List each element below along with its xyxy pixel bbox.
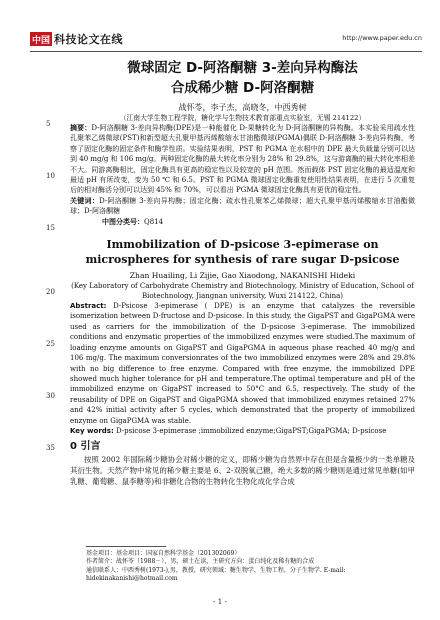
- footnote-fund: 基金项目：基金项目：国家自然科学基金（201302069）: [86, 550, 241, 557]
- english-keywords: [70, 426, 415, 436]
- line-number: 10: [46, 172, 55, 180]
- chinese-keywords-text: D-阿洛酮糖 3-差向异构酶；固定化酶；疏水性孔聚苯乙烯微球；超大孔聚甲基丙烯酸缩水甘油酯微球；D-阿洛酮糖: [70, 196, 415, 216]
- line-number: 35: [46, 444, 55, 452]
- site-url[interactable]: http://www.paper.edu.cn: [342, 34, 422, 42]
- english-abstract-label: Abstract:: [70, 302, 107, 311]
- footnotes: [86, 550, 416, 584]
- main-content: [70, 58, 415, 487]
- footnote-author: 作者简介：战怀苓（1988－），男，硕士在读，主研究方向：蛋白纯化及稀有糖的合成: [86, 558, 315, 566]
- introduction-paragraph: 按照 2002 年国际稀少糖协会对稀少糖的定义，即稀少糖为自然界中存在但是含量极少的一类单糖及其衍生物。天然产物中常见的稀少糖主要是 6、2-双脱氧己糖，绝大多数的稀少糖则是通过常见单糖(如甲乳糖、葡萄糖、鼠李糖等)和非糖化合物的生物转化生物化成化学合成: [70, 455, 415, 487]
- chinese-keywords: [70, 196, 415, 217]
- footnote-divider: [86, 546, 166, 547]
- chinese-authors: 战怀苓，李子杰，高晓冬，中西秀树: [178, 103, 307, 112]
- classification-number: [70, 217, 415, 227]
- chinese-abstract: [70, 123, 415, 196]
- chinese-keywords-label: 关键词：: [70, 196, 100, 205]
- line-number: 30: [46, 392, 55, 400]
- chinese-affiliation: （江南大学生物工程学院，糖化学与生物技术教育部重点实验室，无锡 214122）: [119, 114, 366, 122]
- chinese-title-line-2: 合成稀少糖 D-阿洛酮糖: [170, 80, 315, 96]
- english-authors: Zhan Huailing, Li Zijie, Gao Xiaodong, NAKANISHI Hideki: [129, 271, 356, 281]
- english-affiliation: (Key Laboratory of Carbohydrate Chemistry and Biotechnology, Ministry of Education, School of Biotechnology, Jiangnan university, Wuxi 214122, China): [71, 282, 414, 301]
- english-abstract-text: D-Psicose 3-epimerase ( DPE) is an enzyme that catalyzes the reversible isomerization between D-fructose and D-psicose. In this study, the GigaPST and GigaPGMA were used as carriers for the immobilization of the D-psicose 3-epimerase. The immobilized conditions and enzymatic properties of the immobilized enzymes were studied.The maximum of loading enzyme amounts on GigaPST and GigaPGMA in aqueous phase reached 40 mg/g and 106 mg/g. The maximum conversionrates of the two immobilized enzymes were 28% and 29.8% with no big difference to free enzyme. Compared with free enzyme, the immobilized DPE showed much higher tolerance for pH and temperature.The optimal temperature and pH of the immobilized enzyme on GigaPST increased to 50°C and 6.5, respectively. The study of the reusability of DPE on GigaPST and GigaPGMA showed that immobilized enzymes retained 27% and 42% initial activity after 5 cycles, which demonstrated that the property of immobilized enzyme on GigaPGMA was stable.: [70, 302, 415, 425]
- english-keywords-label: Key words:: [70, 426, 114, 435]
- logo-text: 科技论文在线: [54, 33, 123, 46]
- line-number: 25: [46, 340, 55, 348]
- english-title-line-2: microspheres for synthesis of rare sugar D-psicose: [85, 253, 400, 267]
- page-number: - 1 -: [213, 598, 227, 606]
- footnote-correspondence: 通信联系人：中西秀树(1973-),男，教授，研究领域：糖生物学，生物工程，分子生物学. E-mail: hidekinakanishi@hotmail.com: [86, 566, 346, 583]
- page-header: [30, 30, 422, 50]
- english-title: [70, 237, 415, 267]
- english-keywords-text: D-psicose 3-epimerase ;immobilized enzyme;GigaPST;GigaPGMA; D-psicose: [116, 426, 387, 435]
- section-heading-introduction: 0 引言: [70, 441, 101, 453]
- classification-label: 中图分类号：: [102, 217, 144, 226]
- chinese-title: [70, 58, 415, 98]
- english-title-line-1: Immobilization of D-psicose 3-epimerase on: [106, 238, 379, 252]
- chinese-abstract-text: D-阿洛酮糖 3-差向异构酶(DPE)是一种能催化 D-果糖转化为 D-阿洛酮糖的异构酶。本实验采用疏水性孔聚苯乙烯微球(PST)和新型超大孔聚甲基丙烯酸缩水甘油酯微球(PGMA)偶联 D-阿洛酮糖 3-差向异构酶，考察了固定化酶的固定条件和酶学性质。实验结果表明，PST 和 PGMA 在水相中的 DPE 最大负载量分别可以达到 40 mg/g 和 106 mg/g。两种固定化酶的最大转化率分别为 28% 和 29.8%，这与游离酶的最大转化率相差不大。同游离酶相比，固定化酶具有更高的稳定性以及较宽的 pH 范围。然而载体 PST 固定化酶的最适温度和最适 pH 有所改变，变为 50 ℃ 和 6.5。PST 和 PGMA 微球固定化酶重复使用性结果表明，在进行 5 次重复后的相对酶活分别可以达到 45% 和 70%，可以看出 PGMA 微球固定化酶具有更优的稳定性。: [70, 124, 415, 195]
- line-number: 5: [46, 120, 51, 128]
- classification-value: Q814: [144, 217, 164, 226]
- chinese-title-line-1: 微球固定 D-阿洛酮糖 3-差向异构酶法: [127, 60, 358, 76]
- header-divider: [30, 51, 422, 52]
- english-abstract: [70, 301, 415, 426]
- chinese-abstract-label: 摘要：: [70, 124, 92, 132]
- line-number: 15: [46, 224, 55, 232]
- line-number: 20: [46, 288, 55, 296]
- logo-badge: 中国: [30, 32, 52, 46]
- site-logo[interactable]: [30, 30, 123, 48]
